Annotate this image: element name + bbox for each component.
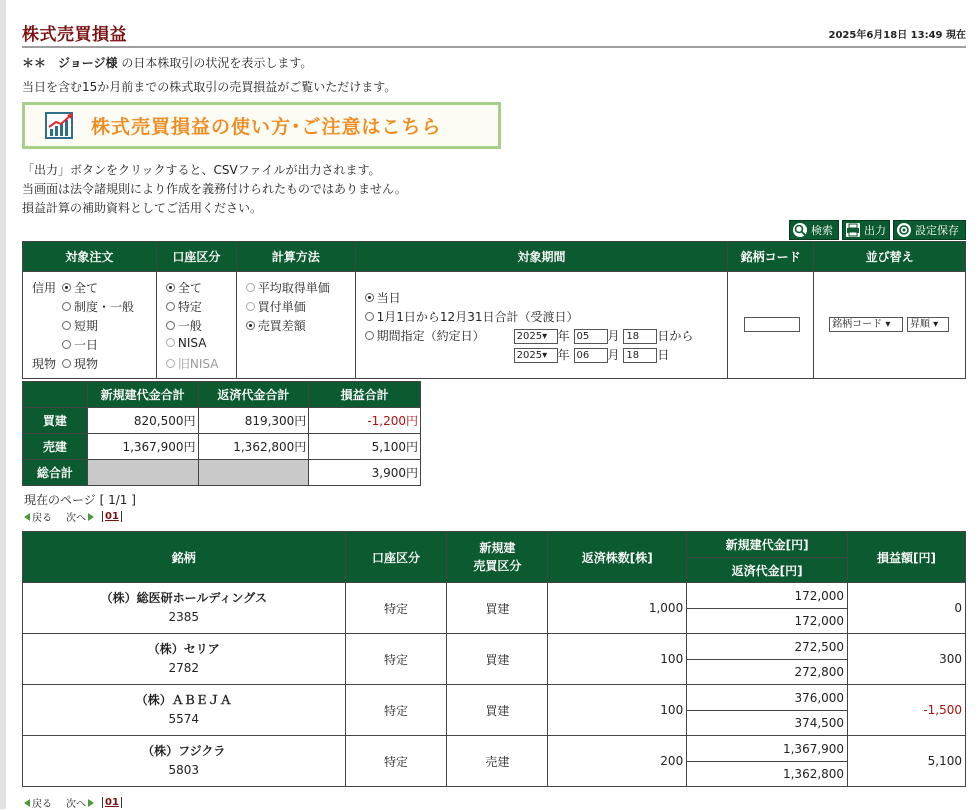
intro-line-1 — [22, 54, 312, 71]
profit-loss: 5,100 — [848, 736, 966, 787]
order-radio-seido[interactable] — [62, 298, 134, 315]
stock-code-input[interactable] — [744, 317, 800, 332]
trade-side: 買建 — [447, 685, 548, 736]
radio — [246, 283, 255, 292]
chevron-down-icon: ▾ — [885, 319, 891, 330]
timestamp: 2025年6月18日 13:49 現在 — [828, 30, 966, 41]
new-amount: 172,000 — [687, 583, 848, 609]
period-to-row — [514, 346, 670, 363]
genbutsu-label: 現物 — [32, 357, 57, 371]
summary-table — [22, 381, 421, 486]
period-range-label: 期間指定（約定日） — [376, 329, 485, 343]
new-amount: 272,500 — [687, 634, 848, 660]
sort-order-value: 昇順 — [909, 319, 930, 330]
repay-amount: 374,500 — [687, 711, 848, 736]
order-seido-label: 制度・一般 — [74, 300, 135, 314]
order-short-label: 短期 — [74, 319, 99, 333]
radio — [166, 359, 175, 368]
account-ippan-label: 一般 — [177, 319, 202, 333]
period-radio-range[interactable] — [365, 327, 485, 344]
summary-new: 820,500円 — [87, 408, 198, 434]
summary-repay — [198, 460, 309, 486]
printer-icon — [846, 223, 860, 237]
summary-row — [23, 408, 421, 434]
stock-name-cell — [23, 685, 346, 736]
note-line-1: 「出力」ボタンをクリックすると、CSVファイルが出力されます。 — [22, 163, 381, 177]
order-radio-genbutsu[interactable] — [62, 355, 98, 372]
repay-qty: 100 — [548, 634, 687, 685]
summary-pl: 3,900円 — [309, 460, 421, 486]
summary-repay: 1,362,800円 — [198, 434, 309, 460]
summary-row-label: 総合計 — [23, 460, 88, 486]
repay-qty: 100 — [548, 685, 687, 736]
chevron-down-icon: ▾ — [542, 331, 548, 342]
col-period: 対象期間 — [355, 242, 728, 272]
radio — [166, 338, 175, 347]
from-day-input[interactable]: 18 — [623, 329, 657, 344]
trade-side: 買建 — [447, 634, 548, 685]
stock-code: 5574 — [168, 712, 200, 726]
page-header — [22, 20, 966, 48]
radio — [62, 302, 71, 311]
detail-col-pl: 損益額[円] — [848, 532, 966, 583]
period-year-label: 1月1日から12月31日合計（受渡日） — [376, 310, 579, 324]
stock-name-cell — [23, 634, 346, 685]
col-code: 銘柄コード — [728, 242, 814, 272]
trade-side: 売建 — [447, 736, 548, 787]
col-account: 口座区分 — [156, 242, 236, 272]
account-type: 特定 — [345, 634, 447, 685]
trade-side: 買建 — [447, 583, 548, 634]
page-link-current[interactable]: 01 — [102, 797, 122, 808]
stock-name: （株）セリア — [147, 642, 220, 656]
next-label: 次へ — [66, 799, 86, 810]
sort-field-select[interactable] — [829, 317, 903, 332]
save-settings-button[interactable] — [893, 220, 966, 240]
calc-method-cell — [236, 272, 355, 379]
detail-col-account: 口座区分 — [345, 532, 447, 583]
order-genbutsu-label: 現物 — [74, 357, 99, 371]
account-radio-nisa[interactable] — [166, 336, 207, 350]
next-link[interactable] — [66, 795, 94, 810]
search-button[interactable] — [789, 220, 839, 240]
summary-new — [87, 460, 198, 486]
summary-row-total — [23, 460, 421, 486]
stock-name: （株）総医研ホールディングス — [100, 591, 268, 605]
summary-repay: 819,300円 — [198, 408, 309, 434]
summary-row-label: 買建 — [23, 408, 88, 434]
period-cell — [355, 272, 728, 379]
calc-diff-label: 売買差額 — [257, 319, 306, 333]
order-radio-day[interactable] — [62, 336, 98, 353]
summary-row — [23, 434, 421, 460]
radio — [62, 359, 71, 368]
order-radio-short[interactable] — [62, 317, 98, 334]
chart-up-icon — [45, 112, 75, 140]
period-radio-today[interactable] — [365, 289, 401, 306]
account-old-nisa-label: 旧NISA — [177, 357, 219, 371]
code-cell — [728, 272, 814, 379]
pagination-bottom — [24, 795, 122, 810]
intro-line-2: 当日を含む15か月前までの株式取引の売買損益がご覧いただけます。 — [22, 80, 397, 94]
account-type: 特定 — [345, 685, 447, 736]
summary-col-new: 新規建代金合計 — [87, 382, 198, 408]
period-today-label: 当日 — [376, 291, 401, 305]
trade-detail-table — [22, 531, 966, 787]
summary-pl: 5,100円 — [309, 434, 421, 460]
repay-qty: 200 — [548, 736, 687, 787]
summary-col-pl: 損益合計 — [309, 382, 421, 408]
col-sort: 並び替え — [814, 242, 966, 272]
new-amount: 376,000 — [687, 685, 848, 711]
profit-loss: 0 — [848, 583, 966, 634]
summary-new: 1,367,900円 — [87, 434, 198, 460]
order-all-label: 全て — [74, 281, 99, 295]
table-row[interactable] — [23, 634, 966, 660]
radio — [166, 302, 175, 311]
calc-radio-buy-price[interactable] — [246, 298, 306, 315]
summary-col-repay: 返済代金合計 — [198, 382, 309, 408]
prev-link[interactable] — [24, 509, 52, 524]
radio-selected — [365, 293, 374, 302]
pagination-top — [24, 509, 122, 524]
sort-field-value: 銘柄コード — [832, 319, 883, 330]
calc-average-label: 平均取得単価 — [257, 281, 330, 295]
account-radio-old-nisa[interactable] — [166, 355, 219, 372]
radio — [62, 321, 71, 330]
order-type-cell — [23, 272, 157, 379]
order-radio-all[interactable] — [62, 279, 98, 296]
account-all-label: 全て — [177, 281, 202, 295]
new-amount: 1,367,900 — [687, 736, 848, 762]
search-conditions-table — [22, 241, 966, 379]
search-icon — [793, 223, 807, 237]
repay-qty: 1,000 — [548, 583, 687, 634]
month-unit: 月 — [607, 329, 620, 343]
stock-code: 5803 — [168, 763, 200, 777]
summary-pl — [309, 408, 421, 434]
search-button-label: 検索 — [811, 224, 833, 237]
from-suffix: 日から — [657, 329, 694, 343]
prev-arrow-icon — [24, 513, 30, 521]
repay-amount: 172,000 — [687, 609, 848, 634]
chevron-down-icon: ▾ — [542, 350, 548, 361]
month-unit: 月 — [607, 348, 620, 362]
output-button[interactable] — [842, 220, 890, 240]
repay-amount: 1,362,800 — [687, 762, 848, 787]
from-year-select[interactable] — [514, 329, 558, 344]
from-year-value: 2025 — [516, 331, 543, 342]
page-info: 現在のページ [ 1/1 ] — [24, 493, 136, 507]
to-day-input[interactable]: 18 — [623, 348, 657, 363]
sort-cell — [814, 272, 966, 379]
account-type: 特定 — [345, 583, 447, 634]
stock-name-cell — [23, 736, 346, 787]
save-settings-label: 設定保存 — [915, 224, 959, 237]
prev-label: 戻る — [32, 799, 52, 810]
sort-order-select[interactable] — [907, 317, 949, 332]
table-row[interactable] — [23, 583, 966, 609]
next-link[interactable] — [66, 509, 94, 524]
table-row[interactable] — [23, 736, 966, 762]
to-year-value: 2025 — [516, 350, 543, 361]
page-title: 株式売買損益 — [22, 25, 127, 45]
calc-radio-average[interactable] — [246, 279, 330, 296]
radio — [166, 321, 175, 330]
to-month-input[interactable]: 06 — [574, 348, 608, 363]
repay-amount: 272,800 — [687, 660, 848, 685]
settings-icon — [897, 223, 911, 237]
from-month-input[interactable]: 05 — [574, 329, 608, 344]
col-order-type: 対象注文 — [23, 242, 157, 272]
note-line-3: 損益計算の補助資料としてご活用ください。 — [22, 201, 263, 215]
detail-col-qty: 返済株数[株] — [548, 532, 687, 583]
calc-radio-diff[interactable] — [246, 317, 306, 334]
radio — [62, 340, 71, 349]
day-unit: 日 — [657, 348, 670, 362]
prev-arrow-icon — [24, 799, 30, 807]
summary-row-label: 売建 — [23, 434, 88, 460]
summary-corner — [23, 382, 88, 408]
detail-col-name: 銘柄 — [23, 532, 346, 583]
profit-loss: 300 — [848, 634, 966, 685]
radio-selected — [246, 321, 255, 330]
side-header-line-1: 新規建 — [479, 541, 516, 555]
year-unit: 年 — [557, 348, 570, 362]
output-button-label: 出力 — [864, 224, 886, 237]
side-header-line-2: 売買区分 — [473, 559, 522, 573]
intro-line-1-text: の日本株取引の状況を表示します。 — [117, 56, 313, 70]
profit-loss-value: -1,500 — [923, 703, 962, 717]
order-day-label: 一日 — [74, 338, 99, 352]
period-radio-year[interactable] — [365, 308, 579, 325]
account-radio-all[interactable] — [166, 279, 202, 296]
radio-selected — [62, 283, 71, 292]
chevron-down-icon: ▾ — [933, 319, 939, 330]
detail-col-new-amount: 新規建代金[円] — [687, 532, 848, 558]
page-link-current[interactable]: 01 — [102, 511, 122, 522]
radio — [365, 331, 374, 340]
summary-pl-value: -1,200円 — [367, 414, 418, 428]
detail-col-repay-amount: 返済代金[円] — [687, 558, 848, 583]
account-radio-tokutei[interactable] — [166, 298, 202, 315]
account-nisa-label: NISA — [177, 336, 207, 350]
radio — [246, 302, 255, 311]
year-unit: 年 — [557, 329, 570, 343]
next-label: 次へ — [66, 513, 86, 524]
stock-name-cell — [23, 583, 346, 634]
detail-col-side — [447, 532, 548, 583]
radio-selected — [166, 283, 175, 292]
stock-name: （株）ＡＢＥＪＡ — [135, 693, 232, 707]
user-name: ＊＊ ジョージ様 — [22, 56, 118, 70]
next-arrow-icon — [88, 799, 94, 807]
shinyo-label: 信用 — [32, 281, 57, 295]
account-type: 特定 — [345, 736, 447, 787]
calc-buy-price-label: 買付単価 — [257, 300, 306, 314]
radio — [365, 312, 374, 321]
table-row[interactable] — [23, 685, 966, 711]
prev-label: 戻る — [32, 513, 52, 524]
account-cell — [156, 272, 236, 379]
prev-link[interactable] — [24, 795, 52, 810]
period-from-row — [514, 327, 694, 344]
left-edge-bar — [0, 0, 6, 809]
banner-text: 株式売買損益の使い方･ご注意はこちら — [91, 116, 442, 138]
account-radio-ippan[interactable] — [166, 317, 202, 334]
account-tokutei-label: 特定 — [177, 300, 202, 314]
usage-notes-banner[interactable] — [22, 102, 501, 149]
to-year-select[interactable] — [514, 348, 558, 363]
next-arrow-icon — [88, 513, 94, 521]
stock-code: 2385 — [168, 610, 200, 624]
stock-name: （株）フジクラ — [142, 744, 226, 758]
stock-code: 2782 — [168, 661, 200, 675]
profit-loss — [848, 685, 966, 736]
col-calc-method: 計算方法 — [236, 242, 355, 272]
note-line-2: 当画面は法令諸規則により作成を義務付けられたものではありません。 — [22, 182, 407, 196]
